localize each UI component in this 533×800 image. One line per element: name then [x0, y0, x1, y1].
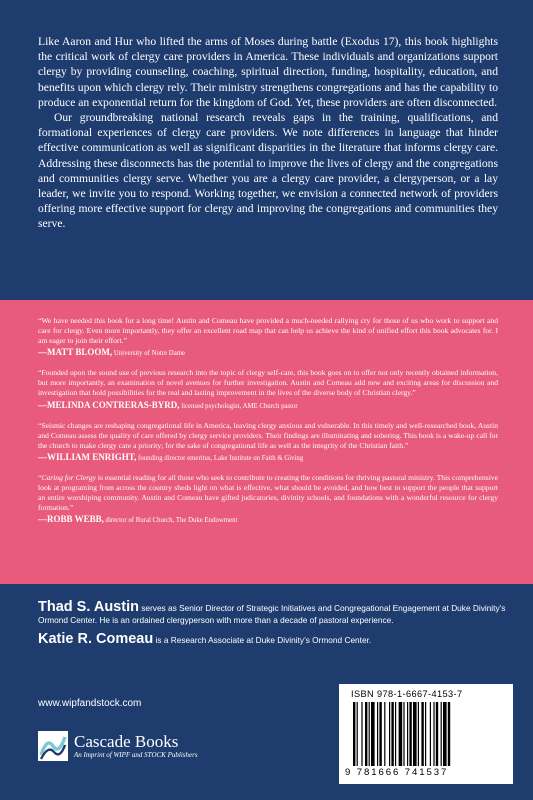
- barcode-bar: [433, 702, 434, 766]
- endorser-affiliation: University of Notre Dame: [112, 350, 186, 358]
- author-bios: [38, 599, 508, 655]
- barcode-bar: [395, 702, 396, 766]
- endorsement-body: is essential reading for all those who seek to contribute to creating the conditions for thriving pastoral ministry. This comprehensive look at programing from across the country sheds light on what is effective, what should be avoided, and how best to support the people that support an entire worshiping community. Austin and Comeau have gifted judicatories, divinity schools, and foundations with a wonderful resource for clergy formation.”: [38, 472, 498, 513]
- book-title: Caring for Clergy: [41, 472, 96, 482]
- barcode-bars: [351, 702, 501, 766]
- isbn-barcode: [339, 684, 513, 784]
- barcode-bar: [409, 702, 411, 766]
- description-paragraph: Like Aaron and Hur who lifted the arms of Moses during battle (Exodus 17), this book highlights the critical work of clergy care providers in America. These individuals and organizations support clergy by providing counseling, coaching, spiritual direction, funding, hospitality, education, and benefits upon which clergy rely. Their ministry strengthens congregations and has the capability to produce an exponential return for the kingdom of God. Yet, these providers are often disconnected.: [38, 35, 498, 109]
- barcode-bar: [421, 702, 423, 766]
- quote-open: “: [38, 472, 42, 482]
- endorsement: [38, 368, 498, 411]
- barcode-bar: [391, 702, 393, 766]
- barcode-bar: [403, 702, 404, 766]
- endorsement-text: “Founded upon the sound use of previous research into the topic of clergy self-care, this book goes on to offer not only recently obtained information, but more importantly, an examination of novel avenues for further investigation. Austin and Comeau add new and exciting areas for discussion and investigation that hold possibilities for the real and lasting improvement in the lives of the diverse body of Christian clergy.”: [38, 368, 498, 398]
- barcode-bar: [430, 702, 431, 766]
- barcode-bar: [371, 702, 375, 766]
- endorsement-text: [38, 473, 498, 513]
- endorser-affiliation: licensed psychologist, AME Church pastor: [179, 402, 298, 410]
- barcode-bar: [369, 702, 370, 766]
- endorsement-attribution: [38, 347, 498, 359]
- isbn-label: ISBN 978-1-6667-4153-7: [351, 689, 463, 699]
- publisher-imprint: An Imprint of WIPF and STOCK Publishers: [74, 750, 198, 759]
- author-name: Thad S. Austin: [38, 599, 139, 615]
- endorsement-text: “Seismic changes are reshaping congregational life in America, leaving clergy anxious and vulnerable. In this timely and well-researched book, Austin and Comeau assess the quality of care offered by clergy service providers. Their findings are illuminating and sobering. This book is a wake-up call for the church to make clergy care a priority; for the sake of congregational life as well as the integrity of the Christian faith.”: [38, 420, 498, 450]
- barcode-bar: [441, 702, 442, 766]
- endorsement: [38, 421, 498, 464]
- barcode-bar: [353, 702, 355, 766]
- author-description: serves as Senior Director of Strategic Initiatives and Congregational Engagement at Duke Divinity’s Ormond Center. He is an ordained clergyperson with more than a decade of pastoral experience.: [38, 603, 506, 625]
- barcode-bar: [361, 702, 362, 766]
- endorsement-attribution: [38, 514, 498, 526]
- barcode-bar: [418, 702, 419, 766]
- author-bio: [38, 599, 508, 626]
- author-bio: [38, 631, 508, 647]
- barcode-bar: [443, 702, 447, 766]
- endorsement-attribution: [38, 400, 498, 412]
- publisher-logo: [38, 724, 198, 768]
- endorser-name: —ROBB WEBB,: [38, 514, 104, 525]
- author-name: Katie R. Comeau: [38, 631, 154, 647]
- barcode-bar: [357, 702, 358, 766]
- barcode-bar: [425, 702, 426, 766]
- barcode-bar: [389, 702, 390, 766]
- barcode-number: 9 781666 741537: [345, 767, 449, 778]
- barcode-bar: [384, 702, 385, 766]
- barcode-bar: [407, 702, 408, 766]
- endorser-affiliation: founding director emeritus, Lake Institute on Faith & Giving: [136, 454, 304, 462]
- endorser-name: —MELINDA CONTRERAS-BYRD,: [38, 399, 180, 410]
- barcode-bar: [377, 702, 378, 766]
- endorsement-attribution: [38, 452, 498, 464]
- endorsement: [38, 316, 498, 359]
- endorsement-text: “We have needed this book for a long time! Austin and Comeau have provided a much-needed rallying cry for those of us who work to support and care for clergy. Even more importantly, they offer an excellent road map that can help us achieve the kind of unified effort this book advocates for. I am eager to join their effort.”: [38, 316, 498, 346]
- endorser-affiliation: director of Rural Church, The Duke Endowment: [103, 517, 238, 525]
- barcode-bar: [448, 702, 450, 766]
- barcode-bar: [399, 702, 403, 766]
- barcode-bar: [436, 702, 438, 766]
- cascade-waves-icon: [38, 731, 68, 761]
- endorsement: [38, 473, 498, 526]
- publisher-url[interactable]: www.wipfandstock.com: [38, 698, 142, 709]
- description-paragraph: Our groundbreaking national research reveals gaps in the training, qualifications, and formational experiences of clergy care providers. We note differences in language that hinder effective communication as well as significant disparities in the literature that informs clergy care. Addressing these disconnects has the potential to improve the lives of clergy and the congregations and communities clergy serve. Whether you are a clergy care provider, a clergyperson, or a lay leader, we invite you to respond. Working together, we envision a connected network of providers offering more effective support for clergy and improving the congregations and communities they serve.: [38, 111, 498, 231]
- endorser-name: —MATT BLOOM,: [38, 347, 113, 358]
- endorser-name: —WILLIAM ENRIGHT,: [38, 451, 137, 462]
- publisher-text: [74, 733, 198, 760]
- barcode-bar: [413, 702, 417, 766]
- barcode-bar: [365, 702, 367, 766]
- author-description: is a Research Associate at Duke Divinity’s Ormond Center.: [153, 635, 372, 645]
- book-description: [38, 34, 498, 232]
- endorsements: [38, 316, 498, 535]
- publisher-name: Cascade Books: [74, 731, 179, 751]
- barcode-bar: [379, 702, 381, 766]
